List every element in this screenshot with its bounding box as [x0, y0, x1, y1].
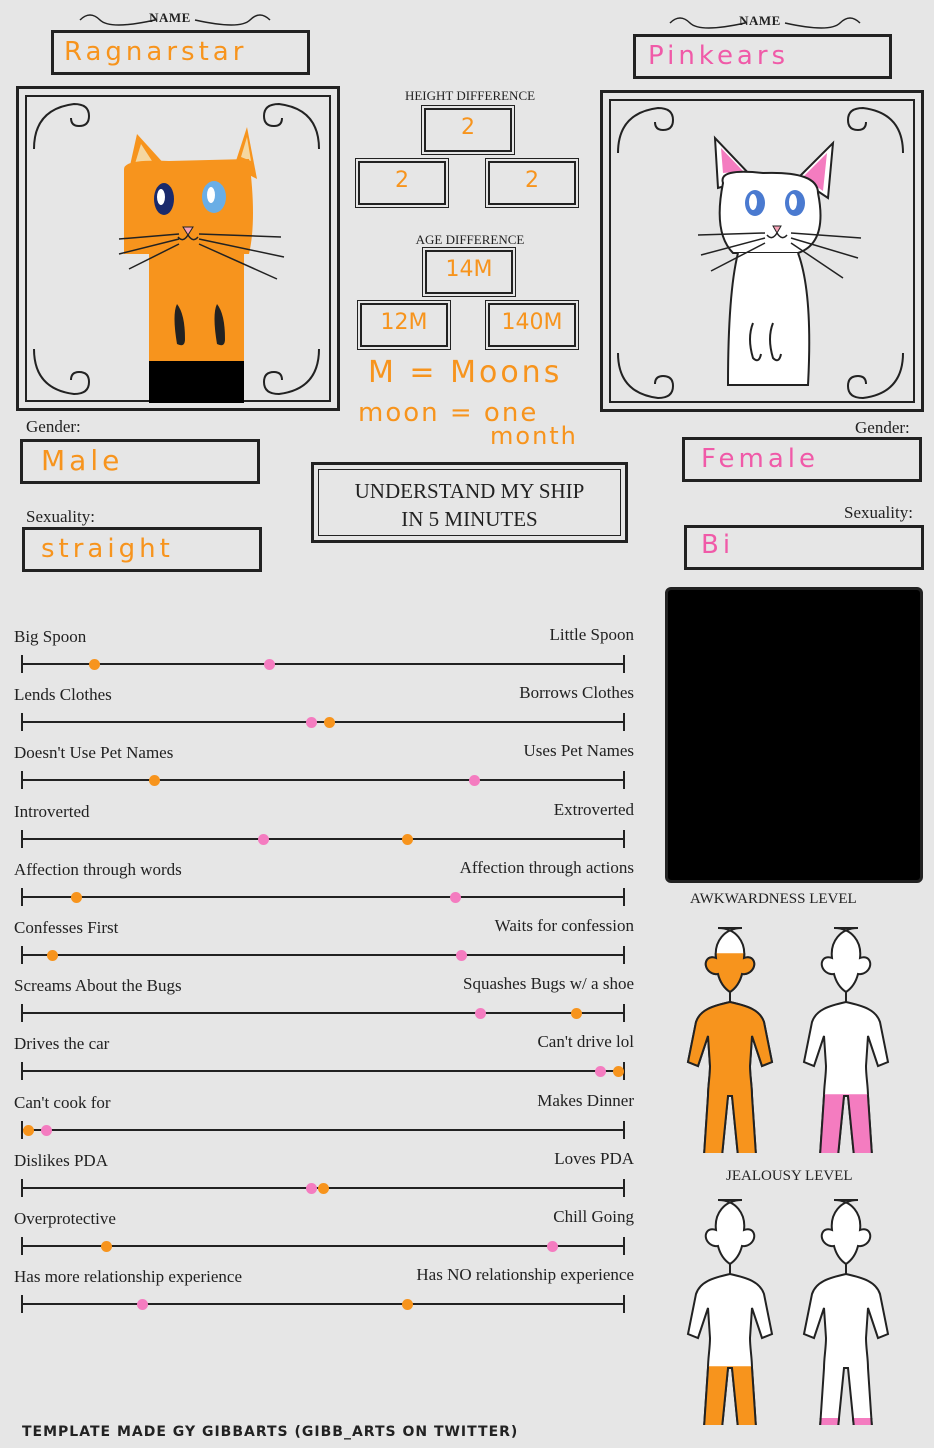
awkwardness-figures [680, 918, 920, 1153]
orange-marker[interactable] [571, 1008, 582, 1019]
scale-left-label: Has more relationship experience [14, 1267, 242, 1287]
scale-end-tick [623, 771, 625, 789]
right-cat-drawing [603, 93, 921, 409]
right-name-value: Pinkears [648, 41, 790, 71]
left-gender-box[interactable] [20, 439, 260, 484]
right-name-box[interactable] [633, 34, 892, 79]
scale-end-tick [21, 830, 23, 848]
scale-right-label: Extroverted [553, 799, 634, 819]
orange-marker[interactable] [71, 892, 82, 903]
awkwardness-title: AWKWARDNESS LEVEL [690, 891, 857, 907]
scale-end-tick [21, 1237, 23, 1255]
pink-marker[interactable] [547, 1241, 558, 1252]
pink-marker[interactable] [595, 1066, 606, 1077]
scale-left-label: Drives the car [14, 1034, 110, 1054]
scale-left-label: Dislikes PDA [14, 1150, 108, 1170]
orange-marker[interactable] [101, 1241, 112, 1252]
right-name-flourish [665, 15, 865, 31]
scale-left-label: Doesn't Use Pet Names [14, 743, 174, 763]
scribbled-photo-box [665, 587, 923, 883]
right-sexuality-value: Bi [701, 530, 735, 560]
scale-line[interactable] [22, 954, 624, 956]
age-diff-value: 14M [445, 257, 493, 282]
left-name-label-text: NAME [149, 10, 191, 25]
scale-right-label: Affection through actions [459, 857, 634, 877]
orange-marker[interactable] [89, 659, 100, 670]
pink-marker[interactable] [137, 1299, 148, 1310]
right-gender-box[interactable] [682, 437, 922, 482]
age-right-value: 140M [501, 310, 563, 335]
right-sexuality-label: Sexuality: [844, 503, 913, 522]
scale-line[interactable] [22, 663, 624, 665]
note-line-2: moon = one [358, 398, 539, 428]
pink-marker[interactable] [475, 1008, 486, 1019]
scale-right-label: Borrows Clothes [519, 683, 634, 703]
scale-left-label: Overprotective [14, 1209, 116, 1228]
right-gender-label: Gender: [855, 418, 910, 437]
pink-marker[interactable] [264, 659, 275, 670]
pink-marker[interactable] [258, 834, 269, 845]
pink-marker[interactable] [306, 717, 317, 728]
height-left-box[interactable] [358, 161, 446, 205]
scale-line[interactable] [22, 1012, 624, 1014]
scale-line[interactable] [22, 896, 624, 898]
scale-end-tick [623, 946, 625, 964]
left-cat-drawing [19, 89, 337, 408]
orange-marker[interactable] [324, 717, 335, 728]
scale-end-tick [21, 1004, 23, 1022]
scale-left-label: Lends Clothes [14, 685, 112, 705]
orange-marker[interactable] [47, 950, 58, 961]
age-right-box[interactable] [488, 303, 576, 347]
scale-right-label: Uses Pet Names [523, 741, 634, 761]
scale-end-tick [623, 830, 625, 848]
jealousy-figures [680, 1190, 920, 1425]
age-difference-title: AGE DIFFERENCE [415, 232, 525, 247]
scale-end-tick [21, 655, 23, 673]
scale-end-tick [623, 1237, 625, 1255]
height-diff-value: 2 [461, 115, 475, 140]
note-line-1: M = Moons [368, 355, 563, 390]
scale-right-label: Squashes Bugs w/ a shoe [463, 974, 634, 994]
scale-end-tick [21, 1179, 23, 1197]
scale-line[interactable] [22, 1303, 624, 1305]
left-name-flourish [75, 12, 275, 28]
left-sexuality-box[interactable] [22, 527, 262, 572]
right-name-label-text: NAME [739, 13, 781, 28]
left-gender-value: Male [41, 444, 124, 477]
ship-title-line-2: IN 5 MINUTES [401, 507, 538, 531]
right-sexuality-box[interactable] [684, 525, 924, 570]
orange-fill-level [688, 928, 772, 1153]
scale-end-tick [623, 713, 625, 731]
right-portrait-frame [600, 90, 924, 412]
scale-end-tick [623, 1004, 625, 1022]
ship-title-line-1: UNDERSTAND MY SHIP [354, 479, 585, 503]
figure-outline [804, 928, 888, 1153]
scale-right-label: Little Spoon [549, 625, 634, 644]
scale-left-label: Affection through words [14, 859, 182, 879]
figure-outline [688, 1200, 772, 1425]
scale-line[interactable] [22, 721, 624, 723]
scale-end-tick [21, 713, 23, 731]
height-right-box[interactable] [488, 161, 576, 205]
footer-credit: TEMPLATE MADE GY GIBBARTS (GIBB_ARTS ON TWITTER) [22, 1424, 519, 1440]
jealousy-title: JEALOUSY LEVEL [726, 1168, 853, 1184]
note-line-3: month [490, 422, 578, 450]
scale-end-tick [623, 1121, 625, 1139]
scale-line[interactable] [22, 1245, 624, 1247]
scale-line[interactable] [22, 779, 624, 781]
left-sexuality-label: Sexuality: [26, 507, 95, 526]
scale-end-tick [21, 888, 23, 906]
height-left-value: 2 [395, 168, 409, 193]
left-portrait-frame [16, 86, 340, 411]
orange-marker[interactable] [149, 775, 160, 786]
pink-marker[interactable] [306, 1183, 317, 1194]
scale-end-tick [21, 771, 23, 789]
height-right-value: 2 [525, 168, 539, 193]
scale-right-label: Makes Dinner [537, 1090, 634, 1110]
scale-right-label: Chill Going [553, 1207, 634, 1226]
pink-marker[interactable] [469, 775, 480, 786]
orange-marker[interactable] [23, 1125, 34, 1136]
scale-right-label: Waits for confession [494, 916, 634, 935]
pink-marker[interactable] [456, 950, 467, 961]
left-name-value: Ragnarstar [64, 37, 248, 67]
scale-left-label: Confesses First [14, 918, 119, 937]
scale-end-tick [623, 655, 625, 673]
height-diff-box[interactable] [424, 108, 512, 152]
left-name-box[interactable] [51, 30, 310, 75]
scale-end-tick [21, 1062, 23, 1080]
orange-marker[interactable] [402, 1299, 413, 1310]
scale-end-tick [21, 946, 23, 964]
scale-end-tick [623, 888, 625, 906]
scale-left-label: Big Spoon [14, 627, 87, 646]
ship-title-box [311, 462, 628, 543]
left-sexuality-value: straight [41, 534, 174, 564]
scale-right-label: Can't drive lol [537, 1032, 634, 1052]
left-gender-label: Gender: [26, 417, 81, 436]
right-gender-value: Female [701, 444, 820, 474]
scale-right-label: Has NO relationship experience [416, 1265, 634, 1285]
orange-marker[interactable] [402, 834, 413, 845]
scale-end-tick [623, 1295, 625, 1313]
pink-marker[interactable] [450, 892, 461, 903]
pink-marker[interactable] [41, 1125, 52, 1136]
scale-left-label: Can't cook for [14, 1092, 111, 1112]
age-left-box[interactable] [360, 303, 448, 347]
scale-left-label: Screams About the Bugs [14, 976, 182, 996]
scale-line[interactable] [22, 1070, 624, 1072]
scale-right-label: Loves PDA [554, 1148, 634, 1168]
figure-outline [804, 1200, 888, 1425]
orange-marker[interactable] [318, 1183, 329, 1194]
scale-line[interactable] [22, 1129, 624, 1131]
height-difference-title: HEIGHT DIFFERENCE [404, 88, 536, 103]
scale-end-tick [21, 1295, 23, 1313]
age-left-value: 12M [380, 310, 428, 335]
scale-line[interactable] [22, 838, 624, 840]
age-diff-box[interactable] [425, 250, 513, 294]
scale-left-label: Introverted [14, 801, 90, 821]
scale-end-tick [623, 1179, 625, 1197]
